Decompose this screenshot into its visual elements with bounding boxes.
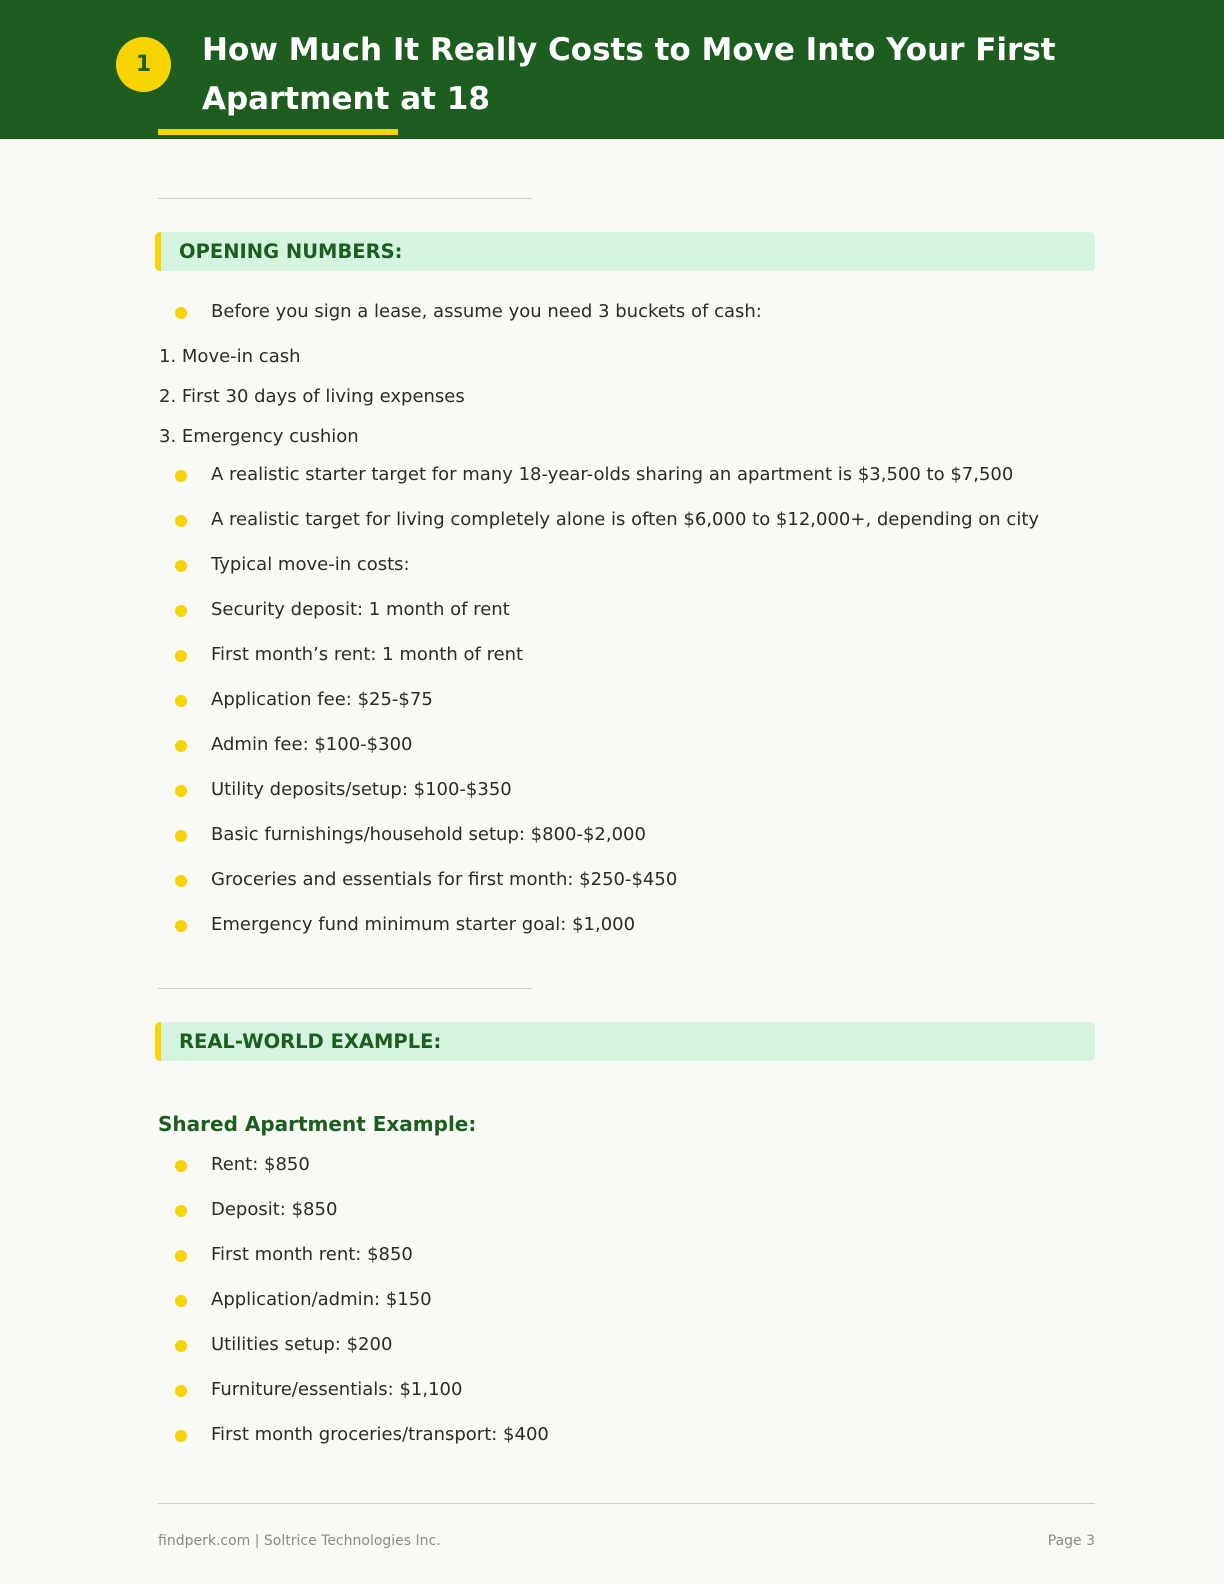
page-header [0,0,1224,139]
list-item [175,820,1039,865]
example-subheading: Shared Apartment Example: [158,1112,477,1136]
bullet-dot-icon [175,1385,187,1397]
cash-buckets-list [159,337,465,457]
list-item [175,460,1039,505]
list-item-text: Furniture/essentials: $1,100 [211,1379,463,1400]
chapter-number-badge: 1 [116,37,171,92]
bullet-dot-icon [175,1295,187,1307]
section-divider [158,988,532,989]
opening-bullet-list [175,460,1039,955]
list-item [175,1240,549,1285]
list-item-text: First month rent: $850 [211,1244,413,1265]
list-item [175,730,1039,775]
list-item-text: Application fee: $25-$75 [211,689,433,710]
bullet-dot-icon [175,470,187,482]
bullet-dot-icon [175,830,187,842]
list-item-text: Rent: $850 [211,1154,310,1175]
list-item-text: Before you sign a lease, assume you need 3 buckets of cash: [211,301,762,322]
list-item [175,910,1039,955]
bullet-dot-icon [175,307,187,319]
list-item-text: Typical move-in costs: [211,554,410,575]
list-item-text: Utilities setup: $200 [211,1334,393,1355]
list-item-text: Application/admin: $150 [211,1289,432,1310]
list-item [175,685,1039,730]
bullet-dot-icon [175,515,187,527]
list-item [175,640,1039,685]
list-item [175,1195,549,1240]
numbered-item: 3. Emergency cushion [159,426,359,447]
section-heading-opening: OPENING NUMBERS: [155,232,1095,271]
list-item-text: First month’s rent: 1 month of rent [211,644,524,665]
list-item-text: Basic furnishings/household setup: $800-$2,000 [211,824,646,845]
list-item-text: Emergency fund minimum starter goal: $1,000 [211,914,636,935]
bullet-dot-icon [175,1250,187,1262]
bullet-dot-icon [175,605,187,617]
numbered-item: 1. Move-in cash [159,346,301,367]
list-item-text: A realistic starter target for many 18-year-olds sharing an apartment is $3,500 to $7,500 [211,464,1014,485]
page-number: Page 3 [1047,1533,1095,1549]
footer-divider [158,1503,1095,1504]
bullet-dot-icon [175,695,187,707]
bullet-dot-icon [175,875,187,887]
bullet-dot-icon [175,920,187,932]
bullet-dot-icon [175,785,187,797]
list-item [175,595,1039,640]
example-bullet-list [175,1150,549,1465]
bullet-dot-icon [175,1340,187,1352]
list-item [175,297,762,342]
list-item-text: Deposit: $850 [211,1199,338,1220]
footer-source: findperk.com | Soltrice Technologies Inc. [158,1533,441,1549]
bullet-dot-icon [175,650,187,662]
page-title: How Much It Really Costs to Move Into Your First Apartment at 18 [202,32,1056,117]
opening-intro-list [175,297,762,342]
list-item-text: Admin fee: $100-$300 [211,734,413,755]
list-item-text: Security deposit: 1 month of rent [211,599,510,620]
bullet-dot-icon [175,1205,187,1217]
list-item [175,1375,549,1420]
section-divider [158,198,532,199]
list-item [175,1285,549,1330]
section-heading-example: REAL-WORLD EXAMPLE: [155,1022,1095,1061]
list-item [175,505,1039,550]
list-item [175,1330,549,1375]
list-item [175,1420,549,1465]
title-underline [158,129,398,135]
bullet-dot-icon [175,560,187,572]
bullet-dot-icon [175,740,187,752]
list-item [175,1150,549,1195]
bullet-dot-icon [175,1430,187,1442]
list-item-text: Utility deposits/setup: $100-$350 [211,779,512,800]
bullet-dot-icon [175,1160,187,1172]
list-item [175,865,1039,910]
list-item [175,550,1039,595]
list-item-text: A realistic target for living completely alone is often $6,000 to $12,000+, depending on city [211,509,1040,530]
list-item-text: Groceries and essentials for first month: $250-$450 [211,869,678,890]
list-item-text: First month groceries/transport: $400 [211,1424,549,1445]
numbered-item: 2. First 30 days of living expenses [159,386,465,407]
list-item [175,775,1039,820]
